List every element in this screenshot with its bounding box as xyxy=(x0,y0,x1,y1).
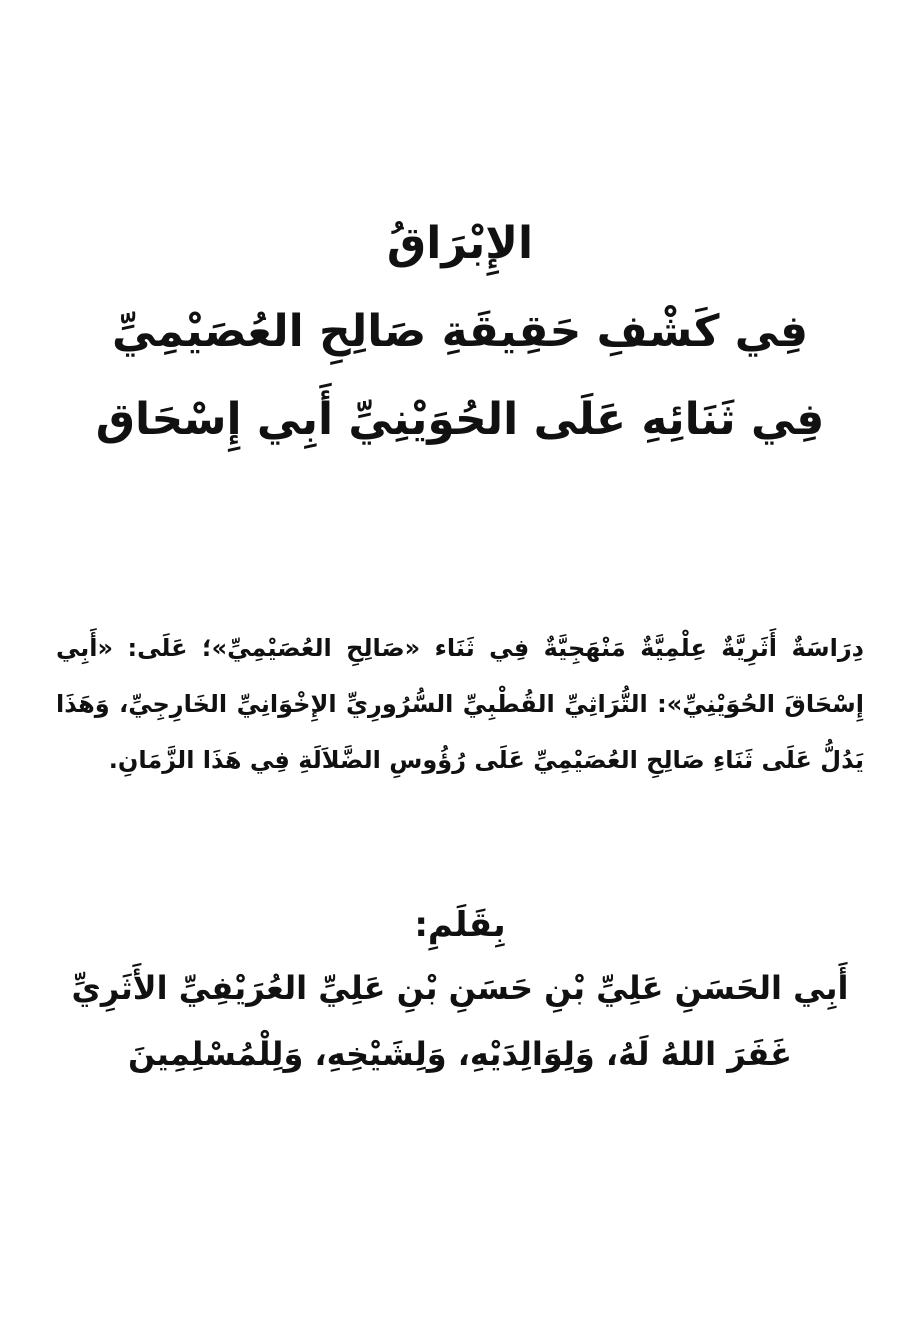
book-title xyxy=(60,200,860,464)
by-label: بِقَلَمِ: xyxy=(414,905,506,945)
title-line-2: فِي كَشْفِ حَقِيقَةِ صَالِحِ العُصَيْمِيِّ xyxy=(111,306,809,357)
author-dua: غَفَرَ اللهُ لَهُ، وَلِوَالِدَيْهِ، وَلِشَيْخِهِ، وَلِلْمُسْلِمِينَ xyxy=(127,1035,793,1073)
author-section xyxy=(60,895,860,1087)
author-name: أَبِي الحَسَنِ عَلِيِّ بْنِ حَسَنِ بْنِ عَلِيِّ العُرَيْفِيِّ الأَثَرِيِّ xyxy=(71,969,849,1007)
title-line-1: الإِبْرَاقُ xyxy=(386,218,534,269)
title-line-3: فِي ثَنَائِهِ عَلَى الحُوَيْنِيِّ أَبِي إِسْحَاق xyxy=(95,394,825,445)
book-description: دِرَاسَةٌ أَثَرِيَّةٌ عِلْمِيَّةٌ مَنْهَجِيَّةٌ فِي ثَنَاء «صَالِحِ العُصَيْمِيِّ»؛ عَلَى: «أَبِي إِسْحَاقَ الحُوَيْنِيِّ»: التُّرَاثِيِّ القُطْبِيِّ السُّرُورِيِّ الإِخْوَانِيِّ الخَارِجِيِّ، وَهَذَا يَدُلُّ عَلَى ثَنَاءِ صَالِحِ العُصَيْمِيِّ عَلَى رُؤُوسِ الضَّلاَلَةِ فِي هَذَا الزَّمَانِ. xyxy=(56,634,864,774)
